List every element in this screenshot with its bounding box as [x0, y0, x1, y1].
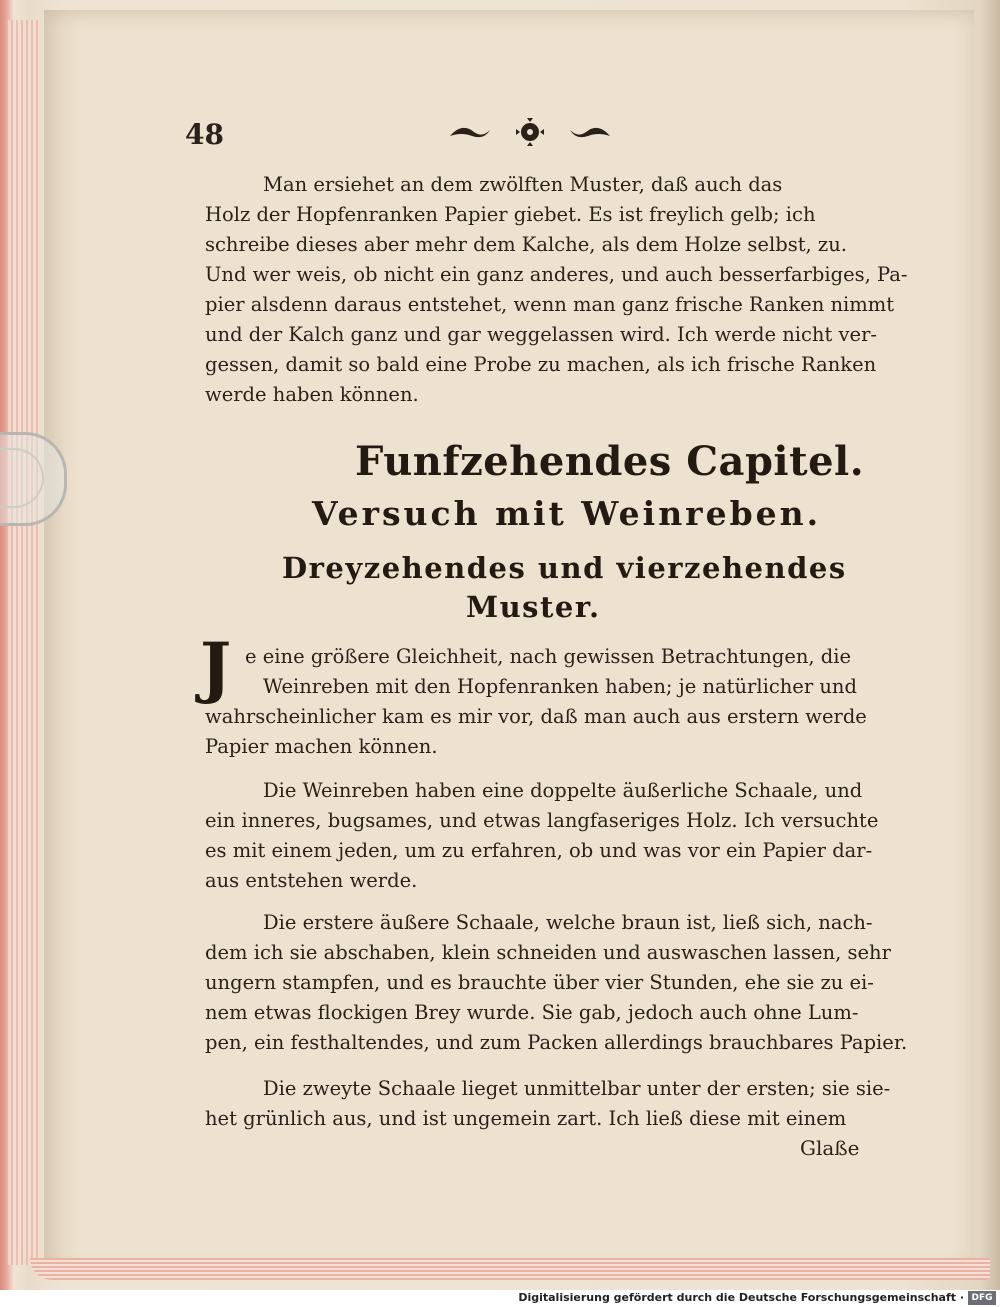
dfg-logo-icon: DFG: [968, 1291, 996, 1305]
text-line: es mit einem jeden, um zu erfahren, ob und was vor ein Papier dar-: [205, 839, 873, 862]
text-line: Papier machen können.: [205, 735, 438, 758]
text-line: werde haben können.: [205, 383, 419, 406]
sample-heading-line-1: Dreyzehendes und vierzehendes: [282, 551, 847, 585]
text-line: und der Kalch ganz und gar weggelassen wird. Ich werde nicht ver-: [205, 323, 877, 346]
page-number: 48: [185, 118, 224, 151]
text-line: Weinreben mit den Hopfenranken haben; je natürlicher und: [263, 675, 857, 698]
text-line: het grünlich aus, und ist ungemein zart. Ich ließ diese mit einem: [205, 1107, 847, 1130]
text-line: dem ich sie abschaben, klein schneiden und auswaschen lassen, sehr: [205, 941, 891, 964]
text-line: wahrscheinlicher kam es mir vor, daß man auch aus erstern werde: [205, 705, 867, 728]
text-line: aus entstehen werde.: [205, 869, 418, 892]
footer-credit: Digitalisierung gefördert durch die Deutsche Forschungsgemeinschaft ·: [518, 1291, 964, 1304]
text-line: Holz der Hopfenranken Papier giebet. Es ist freylich gelb; ich: [205, 203, 816, 226]
text-line: nem etwas flockigen Brey wurde. Sie gab, jedoch auch ohne Lum-: [205, 1001, 859, 1024]
catchword: Glaße: [800, 1136, 860, 1160]
text-line: Die Weinreben haben eine doppelte äußerliche Schaale, und: [263, 779, 863, 802]
text-line: schreibe dieses aber mehr dem Kalche, als dem Holze selbst, zu.: [205, 233, 847, 256]
chapter-subtitle: Versuch mit Weinreben.: [312, 494, 822, 533]
text-line: ein inneres, bugsames, und etwas langfaseriges Holz. Ich versuchte: [205, 809, 879, 832]
initial-letter: J: [200, 628, 232, 706]
text-line: pen, ein festhaltendes, und zum Packen allerdings brauchbares Papier.: [205, 1031, 908, 1054]
text-line: Die erstere äußere Schaale, welche braun ist, ließ sich, nach-: [263, 911, 873, 934]
ornament-icon: [440, 114, 620, 150]
page-edges: [6, 20, 40, 1265]
sample-heading-line-2: Muster.: [466, 590, 601, 624]
text-line: pier alsdenn daraus entstehet, wenn man ganz frische Ranken nimmt: [205, 293, 895, 316]
text-line: ungern stampfen, und es brauchte über vier Stunden, ehe sie zu ei-: [205, 971, 874, 994]
text-line: gessen, damit so bald eine Probe zu machen, als ich frische Ranken: [205, 353, 877, 376]
page-bottom-edges: [30, 1258, 990, 1280]
chapter-heading: Funfzehendes Capitel.: [355, 438, 865, 485]
text-line: e eine größere Gleichheit, nach gewissen Betrachtungen, die: [245, 645, 852, 668]
text-line: Und wer weis, ob nicht ein ganz anderes, und auch besserfarbiges, Pa-: [205, 263, 908, 286]
text-line: Man ersiehet an dem zwölften Muster, daß auch das: [263, 173, 783, 196]
text-line: Die zweyte Schaale lieget unmittelbar unter der ersten; sie sie-: [263, 1077, 891, 1100]
